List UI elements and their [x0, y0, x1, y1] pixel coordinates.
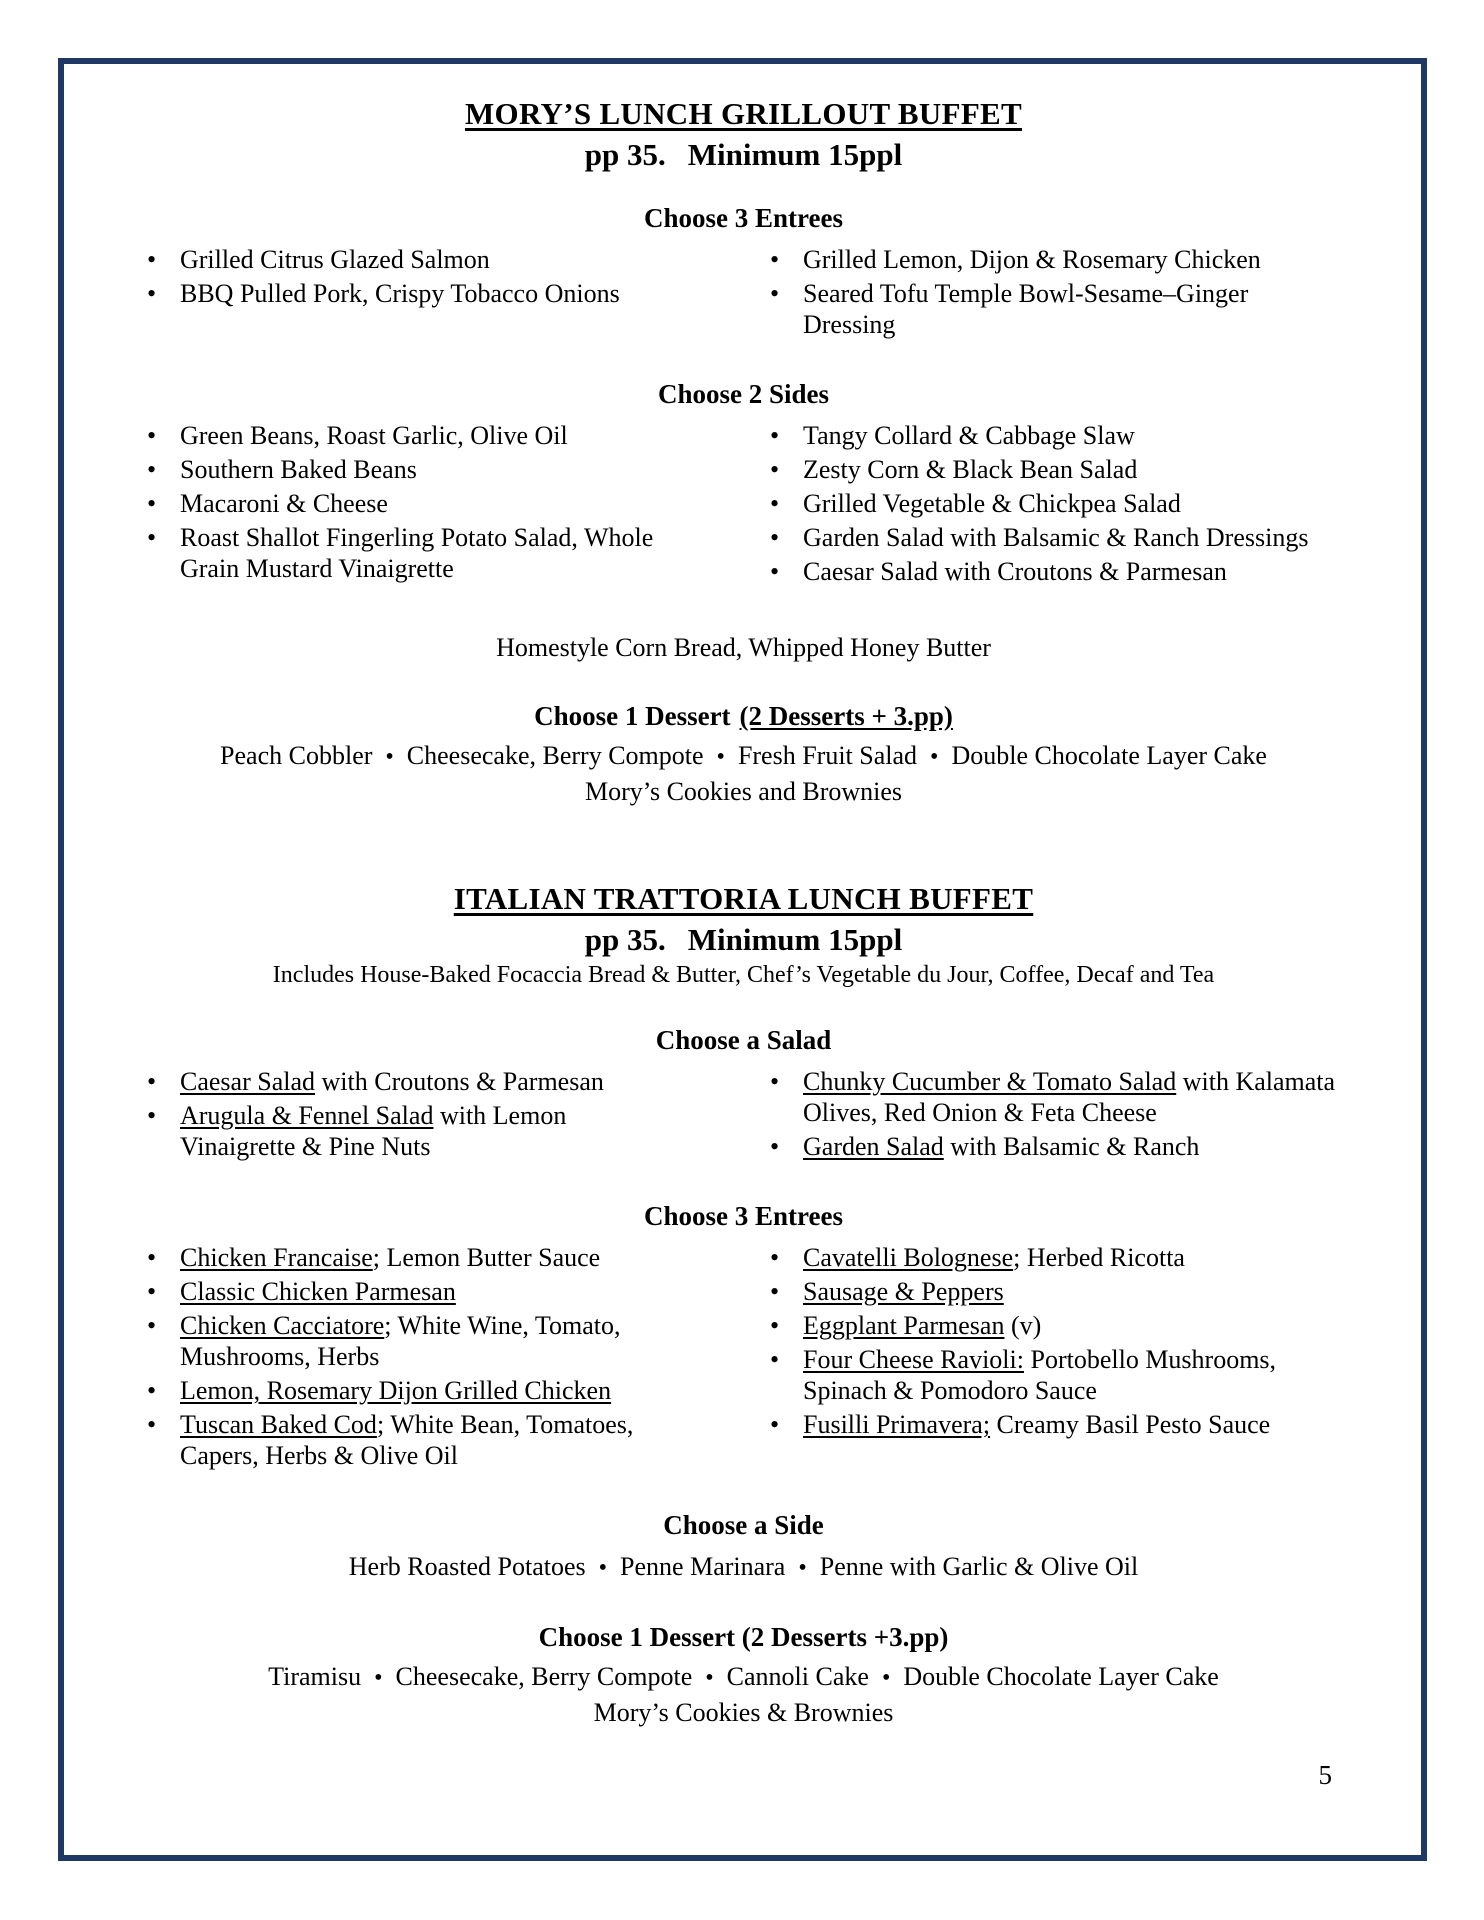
- dessert-options-line2: Mory’s Cookies and Brownies: [584, 777, 903, 806]
- menu-item: • Garden Salad with Balsamic & Ranch Dressings: [766, 522, 1343, 553]
- side-option: Penne Marinara: [620, 1552, 786, 1581]
- bullet-separator-icon: [785, 1552, 819, 1581]
- dessert-option: Cannoli Cake: [726, 1662, 869, 1691]
- entrees-list-right: [766, 244, 1343, 343]
- heading-choose-entrees: Choose 3 Entrees: [644, 203, 843, 233]
- menu-item: • Tangy Collard & Cabbage Slaw: [766, 420, 1343, 451]
- sides-columns: [105, 420, 1382, 590]
- bullet-separator-icon: [361, 1662, 395, 1691]
- dessert-options-line-italian: [105, 1661, 1382, 1694]
- minimum-guests: Minimum 15ppl: [687, 137, 903, 172]
- menu-item: • Caesar Salad with Croutons & Parmesan: [766, 556, 1343, 587]
- page-number: 5: [1318, 1760, 1332, 1790]
- heading-choose-side: Choose a Side: [663, 1510, 824, 1540]
- entrees-list-left-italian: [143, 1242, 670, 1474]
- entrees-list-right-italian: [766, 1242, 1343, 1474]
- menu-item: • Classic Chicken Parmesan: [143, 1276, 670, 1307]
- dessert-option: Double Chocolate Layer Cake: [951, 741, 1267, 770]
- dessert-options-line: [105, 740, 1382, 773]
- price-per-person: pp 35.: [584, 137, 666, 172]
- menu-item: • Cavatelli Bolognese; Herbed Ricotta: [766, 1242, 1343, 1273]
- bread-line: Homestyle Corn Bread, Whipped Honey Butter: [496, 633, 991, 662]
- menu-item: • Lemon, Rosemary Dijon Grilled Chicken: [143, 1375, 670, 1406]
- menu-item: • Grilled Vegetable & Chickpea Salad: [766, 488, 1343, 519]
- side-option: Herb Roasted Potatoes: [348, 1552, 586, 1581]
- menu-item: • Chunky Cucumber & Tomato Salad with Kalamata Olives, Red Onion & Feta Cheese: [766, 1066, 1343, 1128]
- menu-item: • Roast Shallot Fingerling Potato Salad, Whole Grain Mustard Vinaigrette: [143, 522, 670, 584]
- price-line-morys: [105, 137, 1382, 173]
- price-per-person: pp 35.: [584, 922, 666, 957]
- menu-item: • Caesar Salad with Croutons & Parmesan: [143, 1066, 670, 1097]
- menu-item: • Green Beans, Roast Garlic, Olive Oil: [143, 420, 670, 451]
- bullet-separator-icon: [704, 741, 738, 770]
- sides-list-left: [143, 420, 670, 590]
- menu-item: • Zesty Corn & Black Bean Salad: [766, 454, 1343, 485]
- dessert-option: Cheesecake, Berry Compote: [395, 1662, 693, 1691]
- menu-item: • Grilled Citrus Glazed Salmon: [143, 244, 670, 275]
- dessert-option: Peach Cobbler: [220, 741, 373, 770]
- salads-list-left: [143, 1066, 670, 1165]
- menu-item: • Fusilli Primavera; Creamy Basil Pesto Sauce: [766, 1409, 1343, 1440]
- bullet-separator-icon: [586, 1552, 620, 1581]
- bullet-separator-icon: [372, 741, 406, 770]
- heading-choose-sides: Choose 2 Sides: [657, 379, 830, 409]
- side-option: Penne with Garlic & Olive Oil: [819, 1552, 1139, 1581]
- salads-columns: [105, 1066, 1382, 1165]
- menu-page-content: [105, 96, 1382, 1728]
- menu-item: • Chicken Cacciatore; White Wine, Tomato, Mushrooms, Herbs: [143, 1310, 670, 1372]
- dessert-option: Cheesecake, Berry Compote: [406, 741, 704, 770]
- menu-item: • Seared Tofu Temple Bowl-Sesame–Ginger Dressing: [766, 278, 1343, 340]
- heading-choose-dessert: Choose 1 Dessert (2 Desserts + 3.pp): [534, 701, 953, 731]
- salads-list-right: [766, 1066, 1343, 1165]
- bullet-separator-icon: [692, 1662, 726, 1691]
- dessert-option: Double Chocolate Layer Cake: [903, 1662, 1219, 1691]
- includes-line: Includes House-Baked Focaccia Bread & Butter, Chef’s Vegetable du Jour, Coffee, Decaf and Tea: [272, 962, 1215, 988]
- menu-item: • Garden Salad with Balsamic & Ranch: [766, 1131, 1343, 1162]
- section-morys-grillout: [105, 96, 1382, 807]
- dessert-options-line2-italian: Mory’s Cookies & Brownies: [593, 1698, 894, 1727]
- entrees-columns-italian: [105, 1242, 1382, 1474]
- heading-choose-dessert-italian: Choose 1 Dessert (2 Desserts +3.pp): [538, 1622, 949, 1652]
- section-title-italian: ITALIAN TRATTORIA LUNCH BUFFET: [453, 881, 1034, 916]
- menu-item: • Grilled Lemon, Dijon & Rosemary Chicken: [766, 244, 1343, 275]
- side-options-line: [105, 1551, 1382, 1584]
- bullet-separator-icon: [917, 741, 951, 770]
- menu-item: • BBQ Pulled Pork, Crispy Tobacco Onions: [143, 278, 670, 309]
- heading-choose-salad: Choose a Salad: [655, 1025, 832, 1055]
- minimum-guests: Minimum 15ppl: [687, 922, 903, 957]
- entrees-columns: [105, 244, 1382, 343]
- heading-choose-entrees-italian: Choose 3 Entrees: [644, 1201, 843, 1231]
- menu-item: • Eggplant Parmesan (v): [766, 1310, 1343, 1341]
- section-italian-trattoria: [105, 881, 1382, 1728]
- menu-item: • Southern Baked Beans: [143, 454, 670, 485]
- menu-item: • Sausage & Peppers: [766, 1276, 1343, 1307]
- menu-item: • Arugula & Fennel Salad with Lemon Vinaigrette & Pine Nuts: [143, 1100, 670, 1162]
- section-title-morys: MORY’S LUNCH GRILLOUT BUFFET: [464, 96, 1023, 131]
- entrees-list-left: [143, 244, 670, 343]
- menu-item: • Four Cheese Ravioli: Portobello Mushrooms, Spinach & Pomodoro Sauce: [766, 1344, 1343, 1406]
- sides-list-right: [766, 420, 1343, 590]
- dessert-option: Tiramisu: [268, 1662, 362, 1691]
- dessert-option: Fresh Fruit Salad: [737, 741, 918, 770]
- bullet-separator-icon: [869, 1662, 903, 1691]
- menu-item: • Chicken Francaise; Lemon Butter Sauce: [143, 1242, 670, 1273]
- dessert-upcharge-note: (2 Desserts + 3.pp): [739, 701, 953, 731]
- menu-item: • Macaroni & Cheese: [143, 488, 670, 519]
- price-line-italian: [105, 922, 1382, 958]
- menu-item: • Tuscan Baked Cod; White Bean, Tomatoes, Capers, Herbs & Olive Oil: [143, 1409, 670, 1471]
